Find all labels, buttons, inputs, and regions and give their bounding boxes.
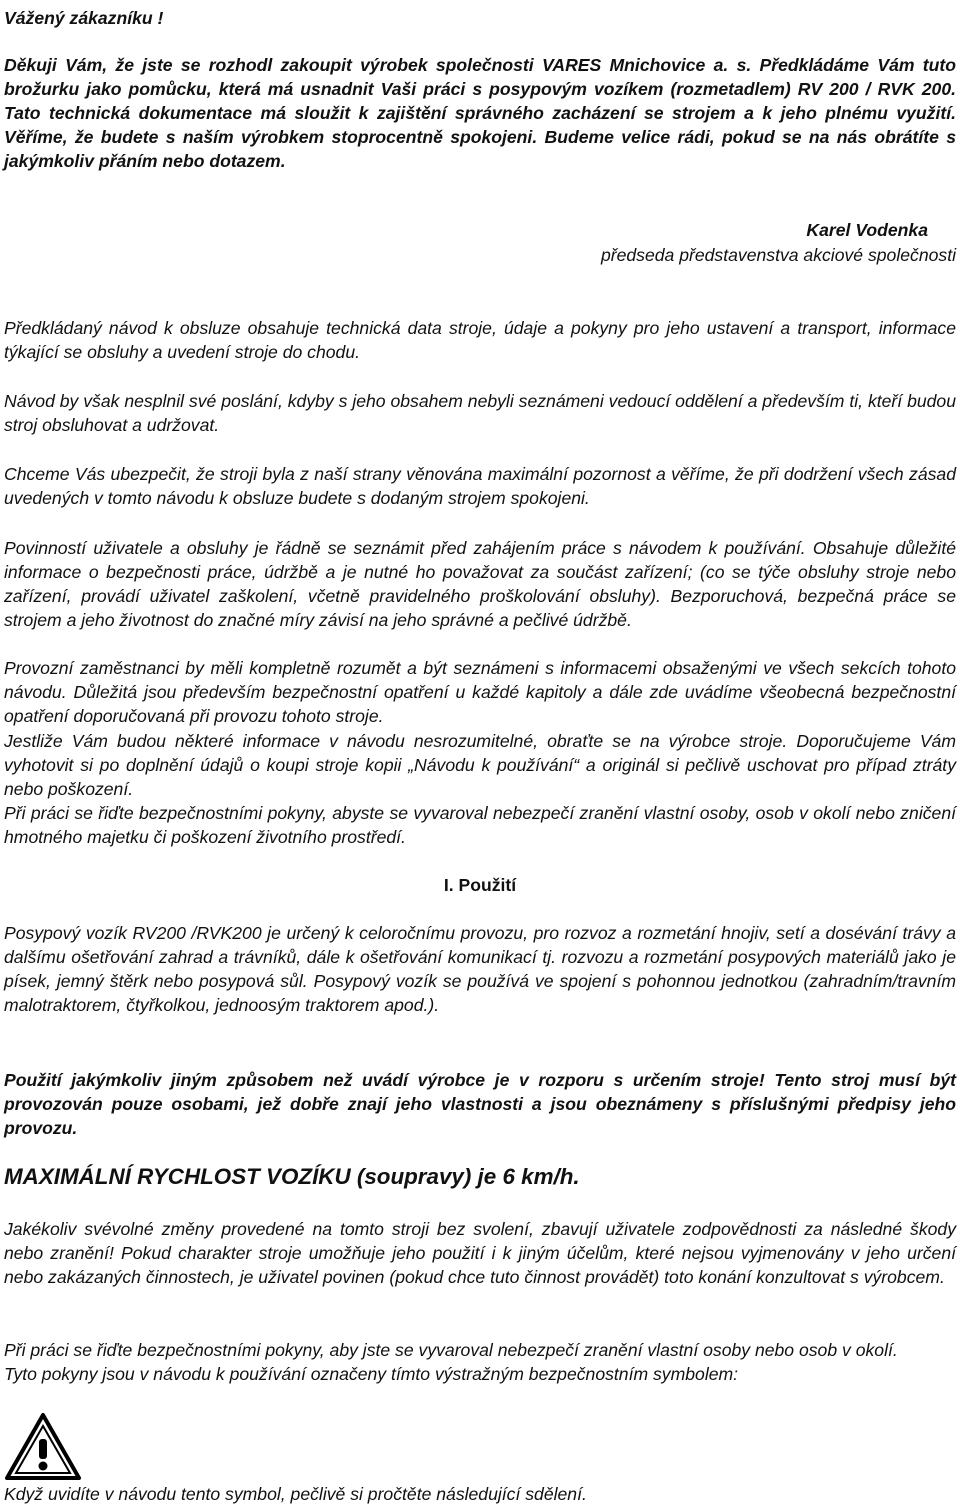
paragraph-technical-data: Předkládaný návod k obsluze obsahuje technická data stroje, údaje a pokyny pro jeho ustavení a transport, informace týkající se obsluhy a uvedení stroje do chodu. <box>4 318 956 362</box>
safety-paragraph: Při práci se řiďte bezpečnostními pokyny, aby jste se vyvaroval nebezpečí zranění vlastní osoby nebo osob v okolí. <box>4 1340 898 1360</box>
paragraph-user-duties: Povinností uživatele a obsluhy je řádně se seznámit před zahájením práce s návodem k používání. Obsahuje důležité informace o bezpečnosti práce, údržbě a je nutné ho považovat za součást zařízení; (co se týče obsluhy stroje nebo zařízení, provádí uživatel zaškolení, včetně pravidelného proškolování obsluhy). Bezporuchová, bezpečná práce se strojem a jeho životnost do značné míry závisí na jeho správné a pečlivé údržbě. <box>4 538 956 630</box>
paragraph-safety-instructions: Při práci se řiďte bezpečnostními pokyny, abyste se vyvaroval nebezpečí zranění vlastní osoby, osob v okolí nebo zničení hmotného majetku či poškození životního prostředí. <box>4 803 956 847</box>
usage-paragraph: Posypový vozík RV200 /RVK200 je určený k celoročnímu provozu, pro rozvoz a rozmetání hnojiv, setí a dosévání trávy a dalšímu ošetřování zahrad a trávníků, dále k ošetřování komunikací tj. rozvozu a rozmetání posypových materiálů jako je písek, jemný štěrk nebo posypová sůl. Posypový vozík se používá ve spojení s pohonnou jednotkou (zahradním/travním malotraktorem, čtyřkolkou, jednoosým traktorem apod.). <box>4 923 956 1015</box>
symbol-intro: Tyto pokyny jsou v návodu k používání označeny tímto výstražným bezpečnostním symbolem: <box>4 1364 739 1384</box>
signature-name: Karel Vodenka <box>806 220 928 240</box>
warning-triangle-icon <box>4 1412 82 1482</box>
max-speed-heading: MAXIMÁLNÍ RYCHLOST VOZÍKU (soupravy) je 6 km/h. <box>4 1164 580 1189</box>
paragraph-mission: Návod by však nesplnil své poslání, kdyby s jeho obsahem nebyli seznámeni vedoucí oddělení a především ti, kteří budou stroj obsluhovat a udržovat. <box>4 391 956 435</box>
paragraph-assurance: Chceme Vás ubezpečit, že stroji byla z naší strany věnována maximální pozornost a věříme, že při dodržení všech zásad uvedených v tomto návodu k obsluze budete s dodaným strojem spokojeni. <box>4 464 956 508</box>
section-heading-usage: I. Použití <box>443 875 517 895</box>
final-line: Když uvidíte v návodu tento symbol, pečlivě si pročtěte následující sdělení. <box>4 1484 587 1504</box>
warning-paragraph: Použití jakýmkoliv jiným způsobem než uvádí výrobce je v rozporu s určením stroje! Tento stroj musí být provozován pouze osobami, jež dobře znají jeho vlastnosti a jsou obeznámeny s příslušnými předpisy jeho provozu. <box>4 1070 956 1138</box>
intro-paragraph: Děkuji Vám, že jste se rozhodl zakoupit výrobek společnosti VARES Mnichovice a. s. Předkládáme Vám tuto brožurku jako pomůcku, která má usnadnit Vaši práci s posypovým vozíkem (rozmetadlem) RV 200 / RVK 200. Tato technická dokumentace má sloužit k zajištění správného zacházení se strojem a k jeho plnému využití. Věříme, že budete s naším výrobkem stoprocentně spokojeni. Budeme velice rádi, pokud se na nás obrátíte s jakýmkoliv přáním nebo dotazem. <box>4 55 956 171</box>
paragraph-contact: Jestliže Vám budou některé informace v návodu nesrozumitelné, obraťte se na výrobce stroje. Doporučujeme Vám vyhotovit si po doplnění údajů o koupi stroje kopii „Návodu k používání“ a originál si pečlivě uschovat pro případ ztráty nebo poškození. <box>4 731 956 799</box>
signature-role: předseda představenstva akciové společnosti <box>600 245 956 265</box>
changes-paragraph: Jakékoliv svévolné změny provedené na tomto stroji bez svolení, zbavují uživatele zodpovědnosti za následné škody nebo zranění! Pokud charakter stroje umožňuje jeho použití i k jiným účelům, které nejsou vyjmenovány v jeho určení nebo zakázaných činnostech, je uživatel povinen (pokud chce tuto činnost provádět) toto konání konzultovat s výrobcem. <box>4 1219 956 1287</box>
greeting: Vážený zákazníku ! <box>4 8 164 28</box>
paragraph-staff: Provozní zaměstnanci by měli kompletně rozumět a být seznámeni s informacemi obsaženými ve všech sekcích tohoto návodu. Důležitá jsou především bezpečnostní opatření u každé kapitoly a dále zde uvádíme všeobecná bezpečnostní opatření doporučovaná při provozu tohoto stroje. <box>4 658 956 726</box>
